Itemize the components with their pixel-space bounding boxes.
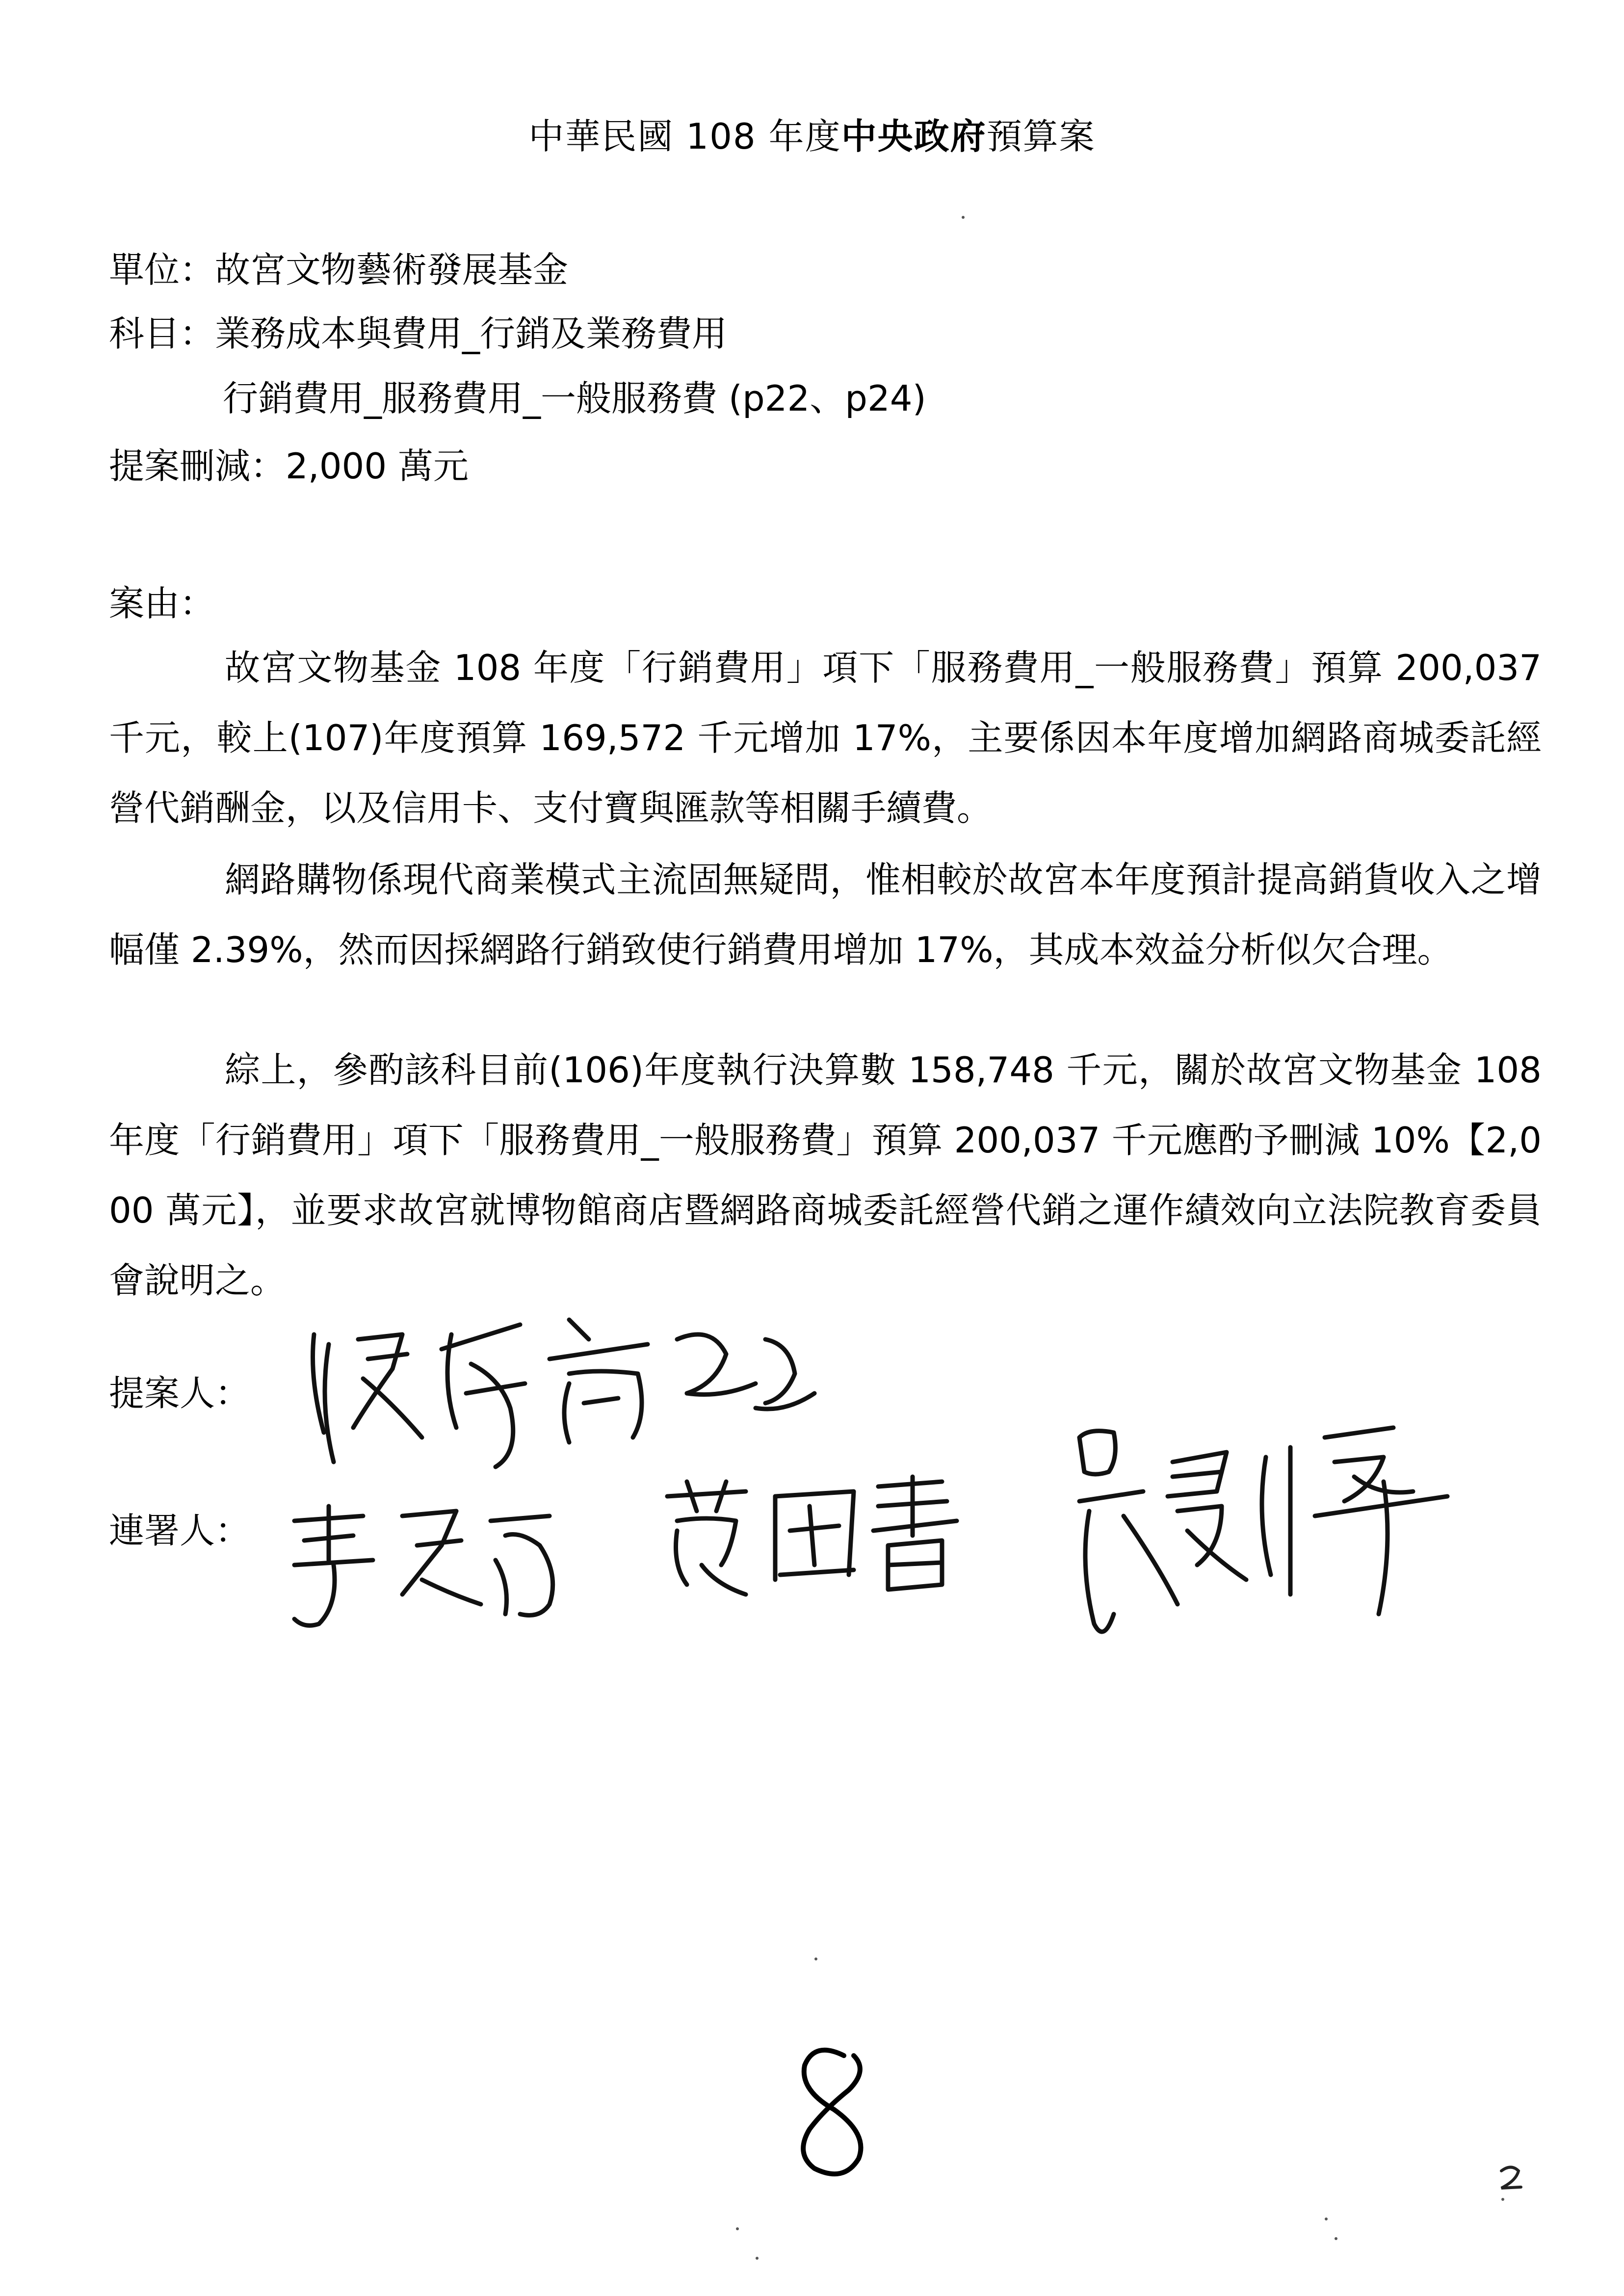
- scan-speck: [814, 1957, 817, 1960]
- proposer-label: 提案人：: [109, 1373, 251, 1414]
- reason-heading: 案由：: [109, 583, 215, 624]
- page-title: [0, 112, 1624, 161]
- scan-speck: [1325, 2218, 1328, 2220]
- proposer-signature: [294, 1305, 834, 1472]
- cosigner-2-signature: [648, 1467, 971, 1604]
- title-bold: 中央政府: [841, 116, 987, 157]
- proposed-cut-line: 提案刪減：2,000 萬元: [109, 445, 469, 487]
- scan-speck: [962, 216, 965, 219]
- cosigner-1-signature: [275, 1487, 579, 1634]
- title-prefix: 中華民國 108 年度: [528, 116, 841, 157]
- scan-speck: [756, 2257, 759, 2260]
- cosigner-label: 連署人：: [109, 1510, 251, 1551]
- title-suffix: 預算案: [986, 116, 1096, 157]
- reason-paragraph-2: 網路購物係現代商業模式主流固無疑問，惟相較於故宮本年度預計提高銷貨收入之增幅僅 2.39%，然而因採網路行銷致使行銷費用增加 17%，其成本效益分析似欠合理。: [109, 859, 1542, 970]
- unit-line: 單位：故宮文物藝術發展基金: [109, 249, 569, 290]
- reason-paragraph-1: 故宮文物基金 108 年度「行銷費用」項下「服務費用_一般服務費」預算 200,037 千元，較上(107)年度預算 169,572 千元增加 17%，主要係因本年度增加網路商城委託經營代銷酬金，以及信用卡、支付寶與匯款等相關手續費。: [109, 647, 1542, 829]
- cosigner-3-signature: [1060, 1418, 1462, 1673]
- scan-speck: [1501, 2198, 1504, 2201]
- subject-line-2: 行銷費用_服務費用_一般服務費 (p22、p24): [223, 378, 926, 419]
- scan-speck: [1335, 2237, 1337, 2240]
- scan-speck: [736, 2227, 739, 2230]
- subject-line-1: 科目：業務成本與費用_行銷及業務費用: [109, 313, 728, 354]
- reason-paragraph-3: 綜上，參酌該科目前(106)年度執行決算數 158,748 千元，關於故宮文物基金 108 年度「行銷費用」項下「服務費用_一般服務費」預算 200,037 千元應酌予刪減 10%【2,000 萬元】，並要求故宮就博物館商店暨網路商城委託經營代銷之運作績效向立法院教育委員會說明之。: [109, 1049, 1542, 1301]
- page-number-handwritten: [770, 2036, 888, 2183]
- corner-mark: [1492, 2159, 1531, 2198]
